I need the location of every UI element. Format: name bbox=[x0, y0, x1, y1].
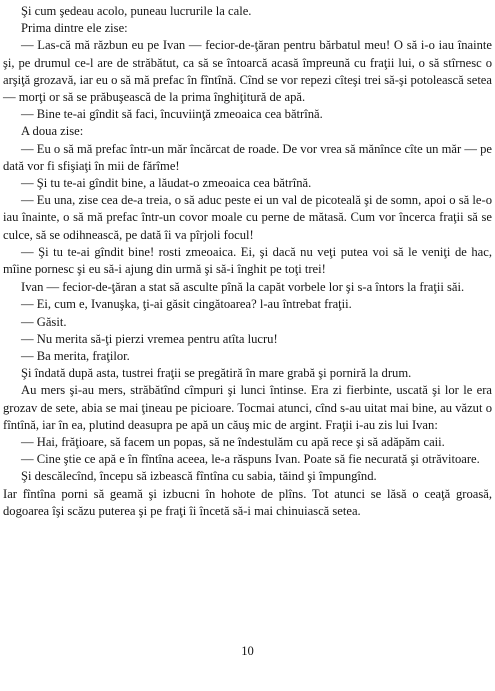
paragraph: Ivan — fecior-de-ţăran a stat să asculte pînă la capăt vorbele lor şi s-a întors la fraţii săi. bbox=[21, 280, 465, 295]
paragraph: Au mers şi-au mers, străbătînd cîmpuri şi lunci întinse. Era zi fierbinte, uscată şi lor le era grozav de sete, abia se mai ţineau pe picioare. Tocmai atunci, cînd s-au uitat mai bine, au văzut o fîntînă, iar în ea, plutind deasupra pe apă un căuş mic de argint. Fraţii i-au zis lui Ivan: bbox=[3, 383, 492, 432]
paragraph: — Cine ştie ce apă e în fîntîna aceea, le-a răspuns Ivan. Poate să fie necurată şi otrăvitoare. bbox=[21, 452, 480, 467]
paragraph: — Eu una, zise cea de-a treia, o să aduc peste ei un val de picoteală şi de somn, apoi o să le-o iau înainte, o să mă prefac într-un covor moale cu perne de mătasă. Cum vor încerca fraţii să se culce, să se odihnească, pe dată îi va pîrjoli focul! bbox=[3, 193, 492, 242]
paragraph: — Las-că mă răzbun eu pe Ivan — fecior-de-ţăran pentru bărbatul meu! O să i-o iau înainte şi, pe drumul ce-l are de străbătut, ca să se întoarcă acasă împreună cu fraţii lui, o să stîrnesc o arşiţă grozavă, iar eu o să mă prefac în fîntînă. Cînd se vor repezi cîteşi trei să-şi potolească setea — morţi or să se prăbuşească de la prima înghiţitură de apă. bbox=[3, 38, 492, 105]
body-text bbox=[3, 3, 492, 520]
paragraph: — Şi tu te-ai gîndit bine, a lăudat-o zmeoaica cea bătrînă. bbox=[21, 176, 312, 191]
paragraph: — Găsit. bbox=[21, 314, 67, 329]
paragraph: — Ba merita, fraţilor. bbox=[21, 349, 130, 364]
paragraph: — Eu o să mă prefac într-un măr încărcat de roade. De vor vrea să mănînce cîte un măr — pe dată vor fi sfişiaţi în mii de fărîme! bbox=[3, 141, 492, 173]
paragraph: — Şi tu te-ai gîndit bine! rosti zmeoaica. Ei, şi dacă nu veţi putea voi să le veniţi de hac, mîine pornesc şi eu să-i ajung din urmă şi să-i înghit pe toţi trei! bbox=[3, 244, 492, 277]
paragraph: — Nu merita să-ţi pierzi vremea pentru atîta lucru! bbox=[21, 331, 278, 346]
paragraph: Şi descălecînd, începu să izbească fîntîna cu sabia, tăind şi împungînd. bbox=[21, 469, 377, 484]
paragraph: Iar fîntîna porni să geamă şi izbucni în hohote de plîns. Tot atunci se lăsă o ceaţă groasă, dogoarea îşi scăzu puterea şi pe fraţi îi încetă să-i mai chinuiască setea. bbox=[3, 486, 492, 518]
paragraph: — Hai, frăţioare, să facem un popas, să ne îndestulăm cu apă rece şi să adăpăm caii. bbox=[21, 435, 445, 450]
paragraph: Şi îndată după asta, tustrei fraţii se pregătiră în mare grabă şi porniră la drum. bbox=[21, 366, 412, 381]
paragraph: A doua zise: bbox=[21, 124, 84, 139]
page-number: 10 bbox=[241, 644, 254, 658]
paragraph: Prima dintre ele zise: bbox=[21, 21, 128, 36]
paragraph: — Ei, cum e, Ivanuşka, ţi-ai găsit cingătoarea? l-au întrebat fraţii. bbox=[21, 297, 352, 312]
paragraph: Şi cum şedeau acolo, puneau lucrurile la cale. bbox=[21, 4, 252, 18]
paragraph: — Bine te-ai gîndit să faci, încuviinţă zmeoaica cea bătrînă. bbox=[21, 107, 323, 122]
